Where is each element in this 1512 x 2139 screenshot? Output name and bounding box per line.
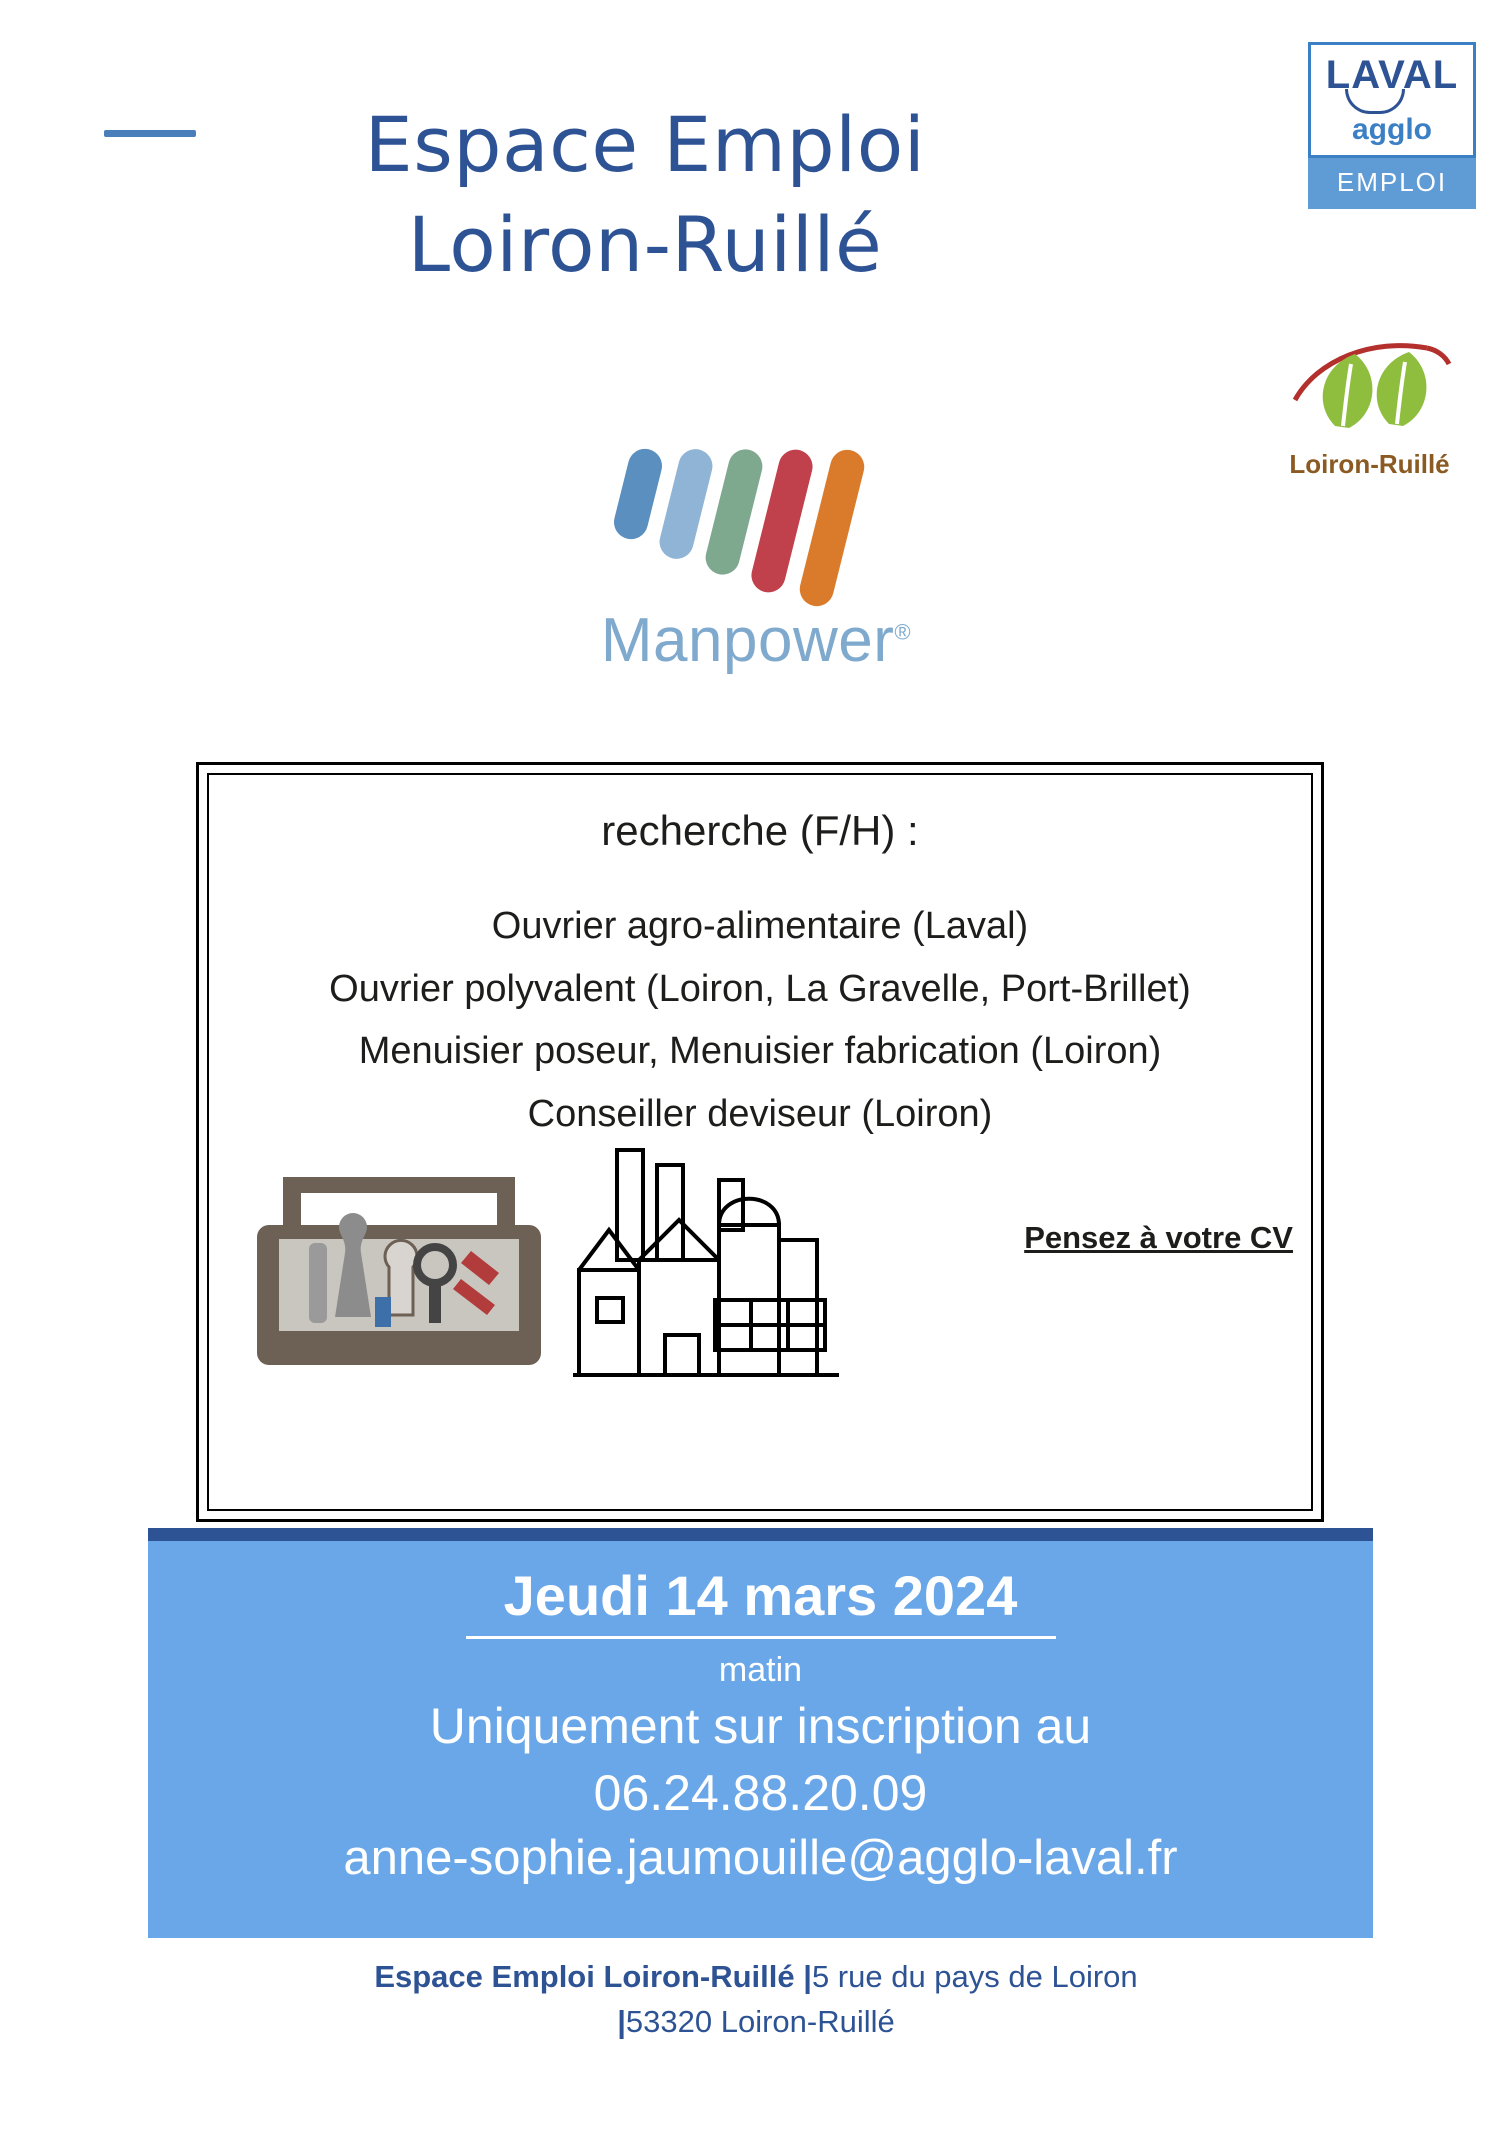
- footer-separator: |: [803, 1959, 812, 1994]
- toolbox-icon: [239, 1147, 559, 1397]
- footer-line-2: [0, 2000, 1512, 2045]
- laval-logo-agglo-text: agglo: [1352, 113, 1432, 146]
- event-details-banner: [148, 1528, 1373, 1938]
- footer-org-name: Espace Emploi Loiron-Ruillé: [374, 1959, 795, 1994]
- manpower-wordmark: [601, 605, 911, 676]
- cv-reminder-note: Pensez à votre CV: [1024, 1220, 1293, 1255]
- contact-phone[interactable]: 06.24.88.20.09: [593, 1765, 928, 1821]
- date-underline: [466, 1636, 1056, 1639]
- laval-logo-wordmark: LAVAL: [1325, 53, 1459, 97]
- footer-separator-2: |: [617, 2003, 626, 2039]
- manpower-bars-icon: [611, 430, 901, 595]
- decorative-dash: [104, 130, 196, 137]
- registration-instruction: Uniquement sur inscription au: [429, 1698, 1092, 1754]
- page-title-line-2: Loiron-Ruillé: [407, 200, 883, 290]
- footer-line-1: [0, 1955, 1512, 2000]
- laval-logo-box: [1308, 42, 1476, 158]
- job-offers-box: [196, 762, 1324, 1522]
- page-title-line-1: Espace Emploi: [364, 100, 926, 189]
- offers-heading: recherche (F/H) :: [601, 807, 919, 854]
- manpower-wordmark-text: Manpower: [600, 606, 895, 675]
- offers-list: [209, 895, 1311, 1146]
- loiron-logo-name: Loiron-Ruillé: [1289, 449, 1450, 479]
- event-time-of-day: matin: [718, 1651, 803, 1689]
- loiron-leaf-icon: [1277, 330, 1462, 445]
- laval-logo-arc-icon: [1345, 89, 1405, 114]
- laval-agglo-emploi-logo: [1308, 42, 1476, 209]
- list-item: Menuisier poseur, Menuisier fabrication (Loiron): [358, 1030, 1162, 1073]
- list-item: Conseiller deviseur (Loiron): [527, 1093, 993, 1136]
- list-item: Ouvrier polyvalent (Loiron, La Gravelle, Port-Brillet): [329, 967, 1191, 1010]
- poster-header: [0, 0, 1512, 479]
- factory-icon: [569, 1120, 859, 1400]
- list-item: Ouvrier agro-alimentaire (Laval): [491, 905, 1029, 947]
- footer-city: 53320 Loiron-Ruillé: [625, 2003, 895, 2039]
- laval-logo-emploi-band: EMPLOI: [1308, 158, 1476, 209]
- footer-street: 5 rue du pays de Loiron: [811, 1959, 1138, 1994]
- manpower-logo: [0, 430, 1512, 676]
- registered-mark: ®: [894, 619, 912, 645]
- footer-address: [0, 1955, 1512, 2045]
- page-title: [190, 95, 1100, 296]
- contact-email[interactable]: anne-sophie.jaumouille@agglo-laval.fr: [343, 1831, 1178, 1885]
- event-date: Jeudi 14 mars 2024: [503, 1564, 1018, 1627]
